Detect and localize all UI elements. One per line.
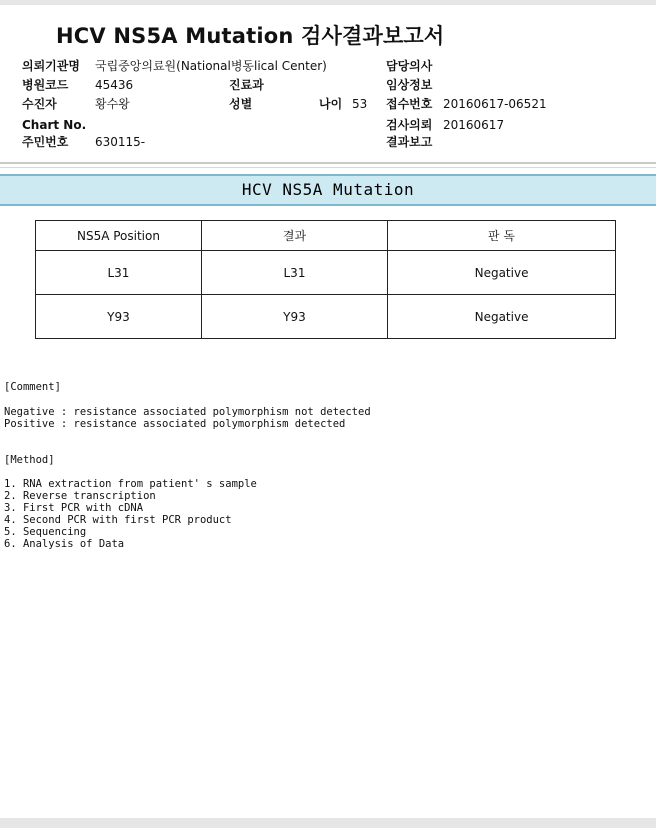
column-header-position: NS5A Position bbox=[36, 221, 202, 251]
request-date-label: 검사의뢰 bbox=[386, 118, 433, 132]
cell-result: L31 bbox=[201, 251, 387, 295]
patient-name: 황수왕 bbox=[95, 97, 130, 111]
method-heading: [Method] bbox=[4, 454, 55, 466]
method-step: 3. First PCR with cDNA bbox=[4, 502, 144, 514]
method-step: 5. Sequencing bbox=[4, 526, 87, 538]
cell-position: Y93 bbox=[36, 295, 202, 339]
request-date-value: 20160617 bbox=[443, 118, 505, 132]
doctor-label: 담당의사 bbox=[386, 59, 433, 73]
ward-code-label: 병원코드 bbox=[22, 78, 69, 92]
ssn-label: 주민번호 bbox=[22, 135, 69, 149]
age-value: 53 bbox=[352, 97, 368, 111]
table-header-row bbox=[36, 221, 616, 251]
receipt-number-value: 20160617-06521 bbox=[443, 97, 547, 111]
column-header-interpretation: 판 독 bbox=[388, 221, 616, 251]
method-step: 6. Analysis of Data bbox=[4, 538, 125, 550]
clinical-info-label: 임상정보 bbox=[386, 78, 433, 92]
section-title: HCV NS5A Mutation bbox=[241, 180, 415, 199]
dept-label: 진료과 bbox=[229, 78, 264, 92]
table-row bbox=[36, 251, 616, 295]
hospital-value: 국립중앙의료원(National병동lical Center) bbox=[95, 59, 327, 73]
page-bottom-edge bbox=[0, 818, 656, 828]
chart-number-label: Chart No. bbox=[22, 118, 87, 132]
ward-code-value: 45436 bbox=[95, 78, 134, 92]
comment-line-negative: Negative : resistance associated polymorphism not detected bbox=[4, 406, 371, 418]
cell-interpretation: Negative bbox=[388, 251, 616, 295]
cell-result: Y93 bbox=[201, 295, 387, 339]
receipt-number-label: 접수번호 bbox=[386, 97, 433, 111]
cell-position: L31 bbox=[36, 251, 202, 295]
column-header-result: 결과 bbox=[201, 221, 387, 251]
section-header-band bbox=[0, 174, 656, 206]
page-top-edge bbox=[0, 0, 656, 5]
comment-line-positive: Positive : resistance associated polymorphism detected bbox=[4, 418, 346, 430]
method-step: 1. RNA extraction from patient' s sample bbox=[4, 478, 257, 490]
report-date-label: 결과보고 bbox=[386, 135, 433, 149]
cell-interpretation: Negative bbox=[388, 295, 616, 339]
patient-label: 수진자 bbox=[22, 97, 57, 111]
comment-heading: [Comment] bbox=[4, 381, 61, 393]
header-divider bbox=[0, 162, 656, 164]
report-title: HCV NS5A Mutation 검사결과보고서 bbox=[56, 24, 445, 48]
mutation-result-table bbox=[35, 220, 616, 339]
hospital-label: 의뢰기관명 bbox=[22, 59, 80, 73]
age-label: 나이 bbox=[319, 97, 343, 111]
ssn-value: 630115- bbox=[95, 135, 146, 149]
method-step: 4. Second PCR with first PCR product bbox=[4, 514, 232, 526]
method-step: 2. Reverse transcription bbox=[4, 490, 156, 502]
sex-label: 성별 bbox=[229, 97, 253, 111]
table-row bbox=[36, 295, 616, 339]
header-divider-thin bbox=[0, 167, 656, 168]
